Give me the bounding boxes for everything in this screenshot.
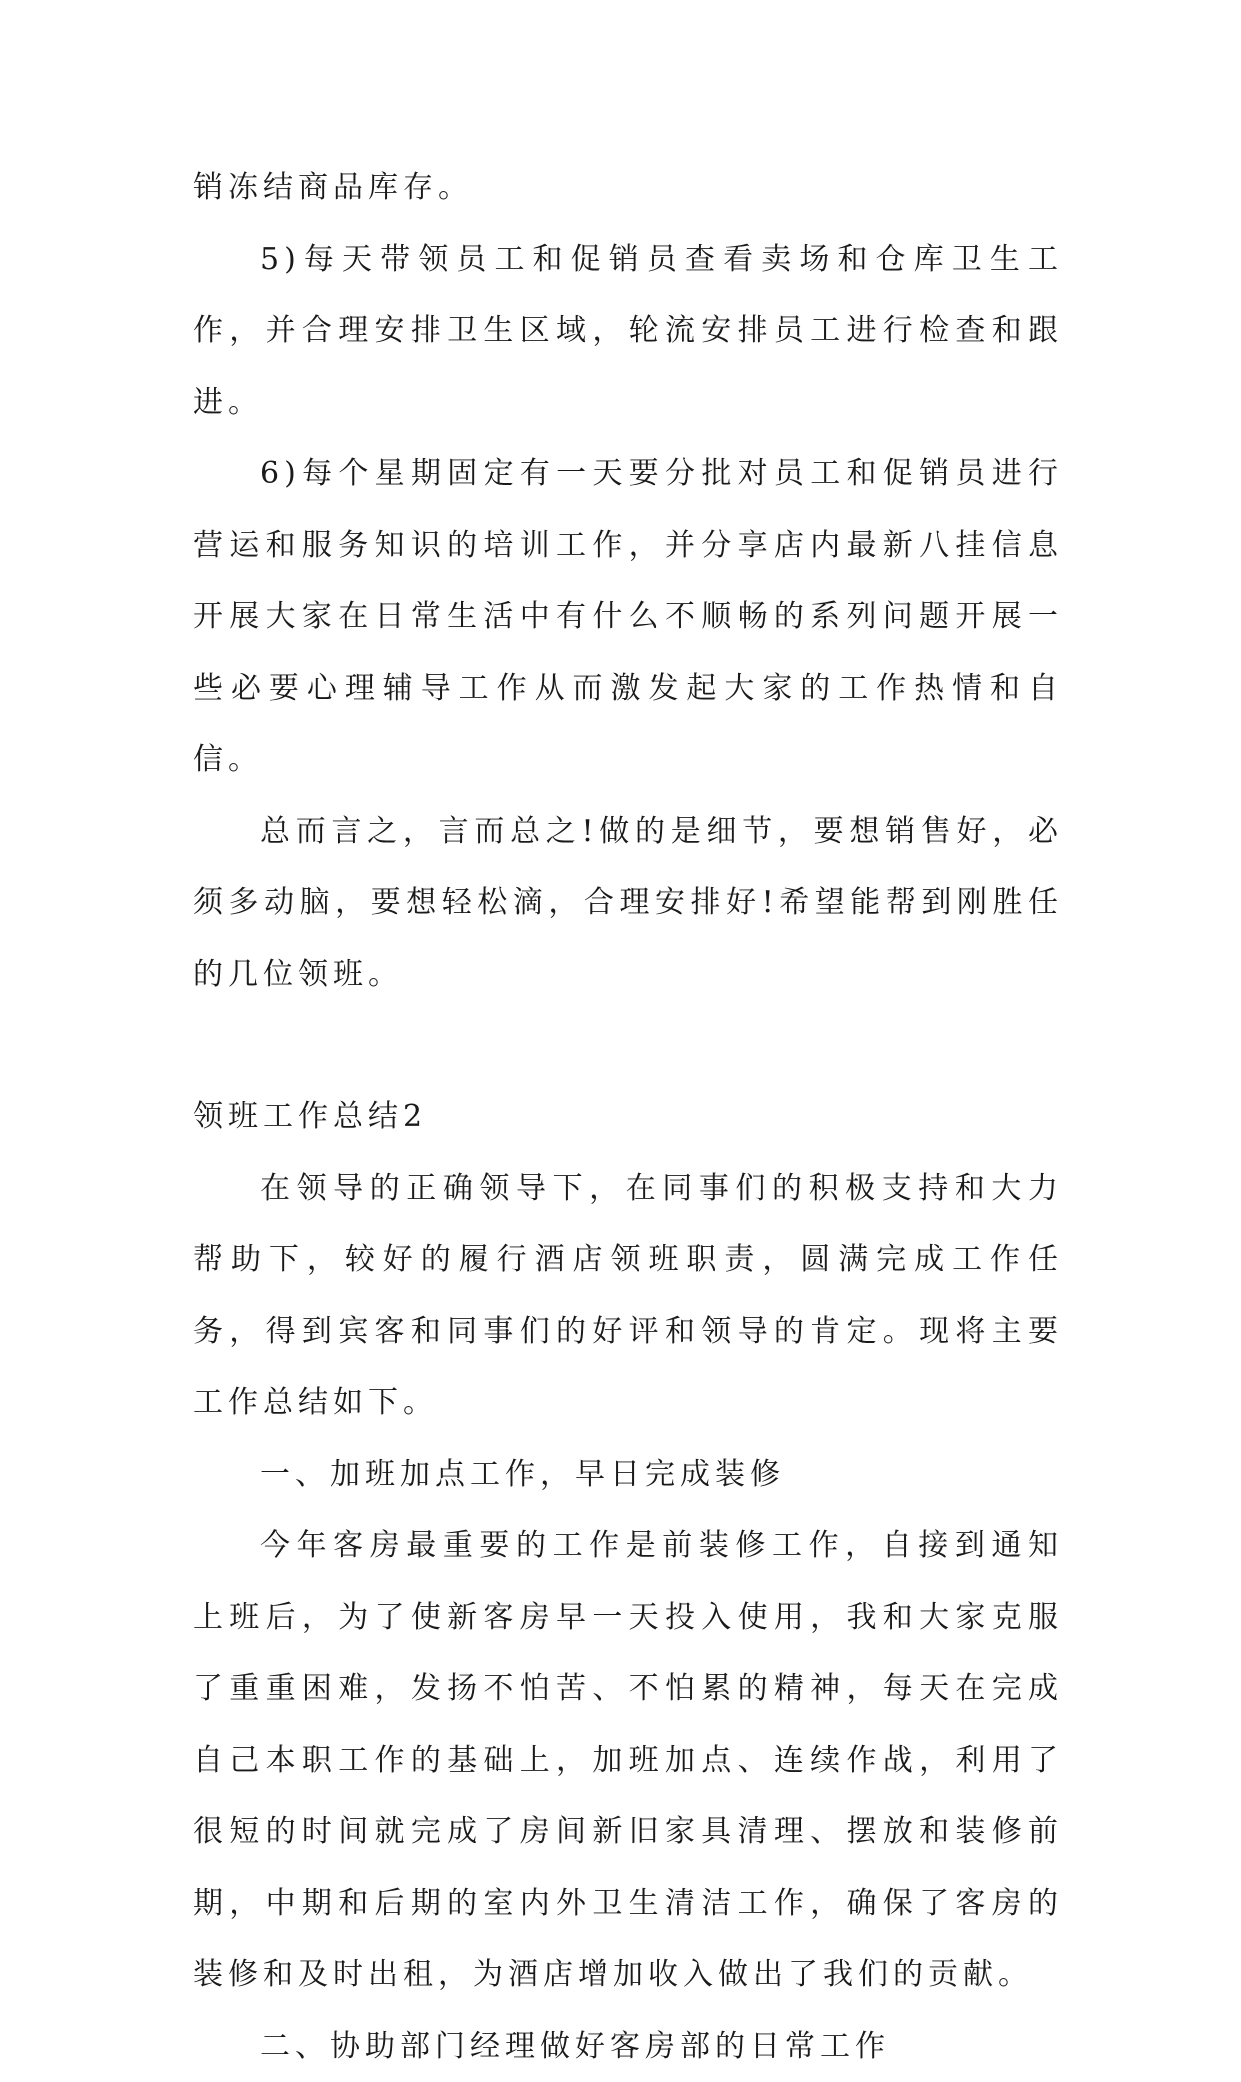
subheading-two: 二、协助部门经理做好客房部的日常工作 bbox=[193, 2011, 1063, 2082]
section-heading: 领班工作总结2 bbox=[193, 1081, 1063, 1153]
paragraph-item-5: 5)每天带领员工和促销员查看卖场和仓库卫生工作，并合理安排卫生区域，轮流安排员工进行检查和跟进。 bbox=[193, 224, 1063, 439]
paragraph-summary: 总而言之，言而总之!做的是细节，要想销售好，必须多动脑，要想轻松滴，合理安排好!希望能帮到刚胜任的几位领班。 bbox=[193, 796, 1063, 1011]
section-spacer bbox=[193, 1010, 1063, 1081]
subheading-one: 一、加班加点工作，早日完成装修 bbox=[193, 1439, 1063, 1511]
paragraph-renovation: 今年客房最重要的工作是前装修工作，自接到通知上班后，为了使新客房早一天投入使用，我和大家克服了重重困难，发扬不怕苦、不怕累的精神，每天在完成自己本职工作的基础上，加班加点、连续作战，利用了很短的时间就完成了房间新旧家具清理、摆放和装修前期，中期和后期的室内外卫生清洁工作，确保了客房的装修和及时出租，为酒店增加收入做出了我们的贡献。 bbox=[193, 1510, 1063, 2011]
paragraph-item-6: 6)每个星期固定有一天要分批对员工和促销员进行营运和服务知识的培训工作，并分享店内最新八挂信息开展大家在日常生活中有什么不顺畅的系列问题开展一些必要心理辅导工作从而激发起大家的工作热情和自信。 bbox=[193, 438, 1063, 796]
paragraph-intro: 在领导的正确领导下，在同事们的积极支持和大力帮助下，较好的履行酒店领班职责，圆满完成工作任务，得到宾客和同事们的好评和领导的肯定。现将主要工作总结如下。 bbox=[193, 1153, 1063, 1439]
document-body bbox=[193, 152, 1063, 2082]
paragraph-inventory-continuation: 销冻结商品库存。 bbox=[193, 152, 1063, 224]
